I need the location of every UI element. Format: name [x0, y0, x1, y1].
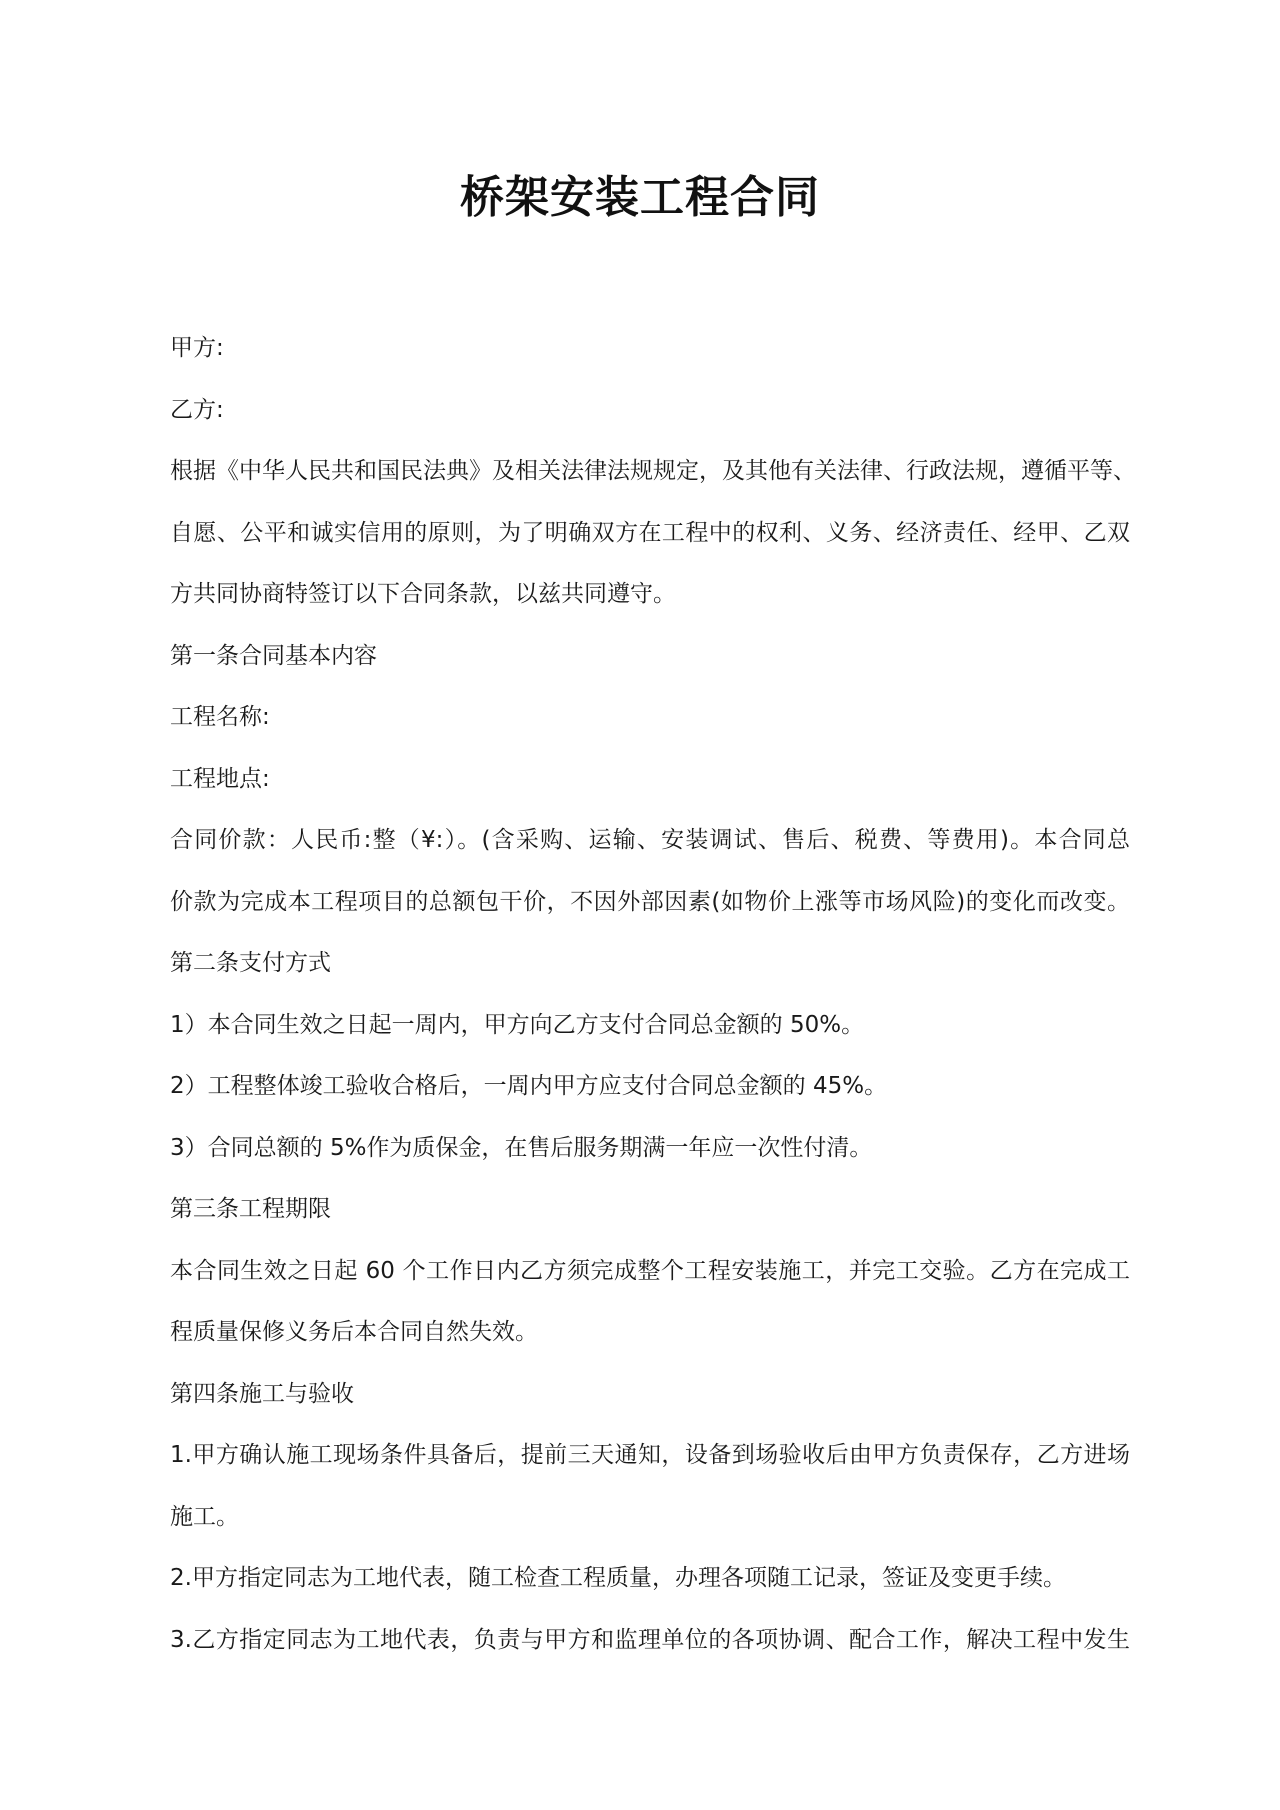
schedule-line-2: 程质量保修义务后本合同自然失效。	[170, 1319, 538, 1345]
payment-item-1: 1）本合同生效之日起一周内，甲方向乙方支付合同总金额的 50%。	[170, 1011, 865, 1038]
preamble-line-1: 根据《中华人民共和国民法典》及相关法律法规规定，及其他有关法律、行政法规，遵循平等、	[170, 458, 1136, 484]
construction-item-1-line-2: 施工。	[170, 1503, 239, 1530]
schedule-line-1: 本合同生效之日起 60 个工作日内乙方须完成整个工程安装施工，并完工交验。乙方在完成工	[170, 1257, 1130, 1284]
party-b-line: 乙方:	[170, 396, 224, 423]
payment-item-2: 2）工程整体竣工验收合格后，一周内甲方应支付合同总金额的 45%。	[170, 1073, 888, 1099]
article-3-heading: 第三条工程期限	[170, 1196, 331, 1222]
construction-item-2: 2.甲方指定同志为工地代表，随工检查工程质量，办理各项随工记录，签证及变更手续。	[170, 1565, 1066, 1591]
document-title: 桥架安装工程合同	[460, 172, 820, 223]
party-a-line: 甲方:	[170, 335, 224, 361]
contract-price-line-1: 合同价款：人民币:整（¥:）。(含采购、运输、安装调试、售后、税费、等费用)。本合同总	[170, 827, 1130, 853]
article-2-heading: 第二条支付方式	[170, 950, 331, 976]
preamble-line-3: 方共同协商特签订以下合同条款，以兹共同遵守。	[170, 581, 676, 607]
project-name-line: 工程名称:	[170, 704, 270, 730]
document-body	[170, 318, 1136, 1671]
contract-price-line-2: 价款为完成本工程项目的总额包干价，不因外部因素(如物价上涨等市场风险)的变化而改变。	[170, 888, 1130, 915]
article-4-heading: 第四条施工与验收	[170, 1380, 354, 1407]
article-1-heading: 第一条合同基本内容	[170, 642, 377, 669]
construction-item-1-line-1: 1.甲方确认施工现场条件具备后，提前三天通知，设备到场验收后由甲方负责保存，乙方进场	[170, 1442, 1130, 1468]
preamble-line-2: 自愿、公平和诚实信用的原则，为了明确双方在工程中的权利、义务、经济责任、经甲、乙双	[170, 519, 1130, 546]
construction-item-3-line-1: 3.乙方指定同志为工地代表，负责与甲方和监理单位的各项协调、配合工作，解决工程中发生	[170, 1626, 1130, 1653]
project-location-line: 工程地点:	[170, 765, 270, 792]
payment-item-3: 3）合同总额的 5%作为质保金，在售后服务期满一年应一次性付清。	[170, 1134, 873, 1161]
